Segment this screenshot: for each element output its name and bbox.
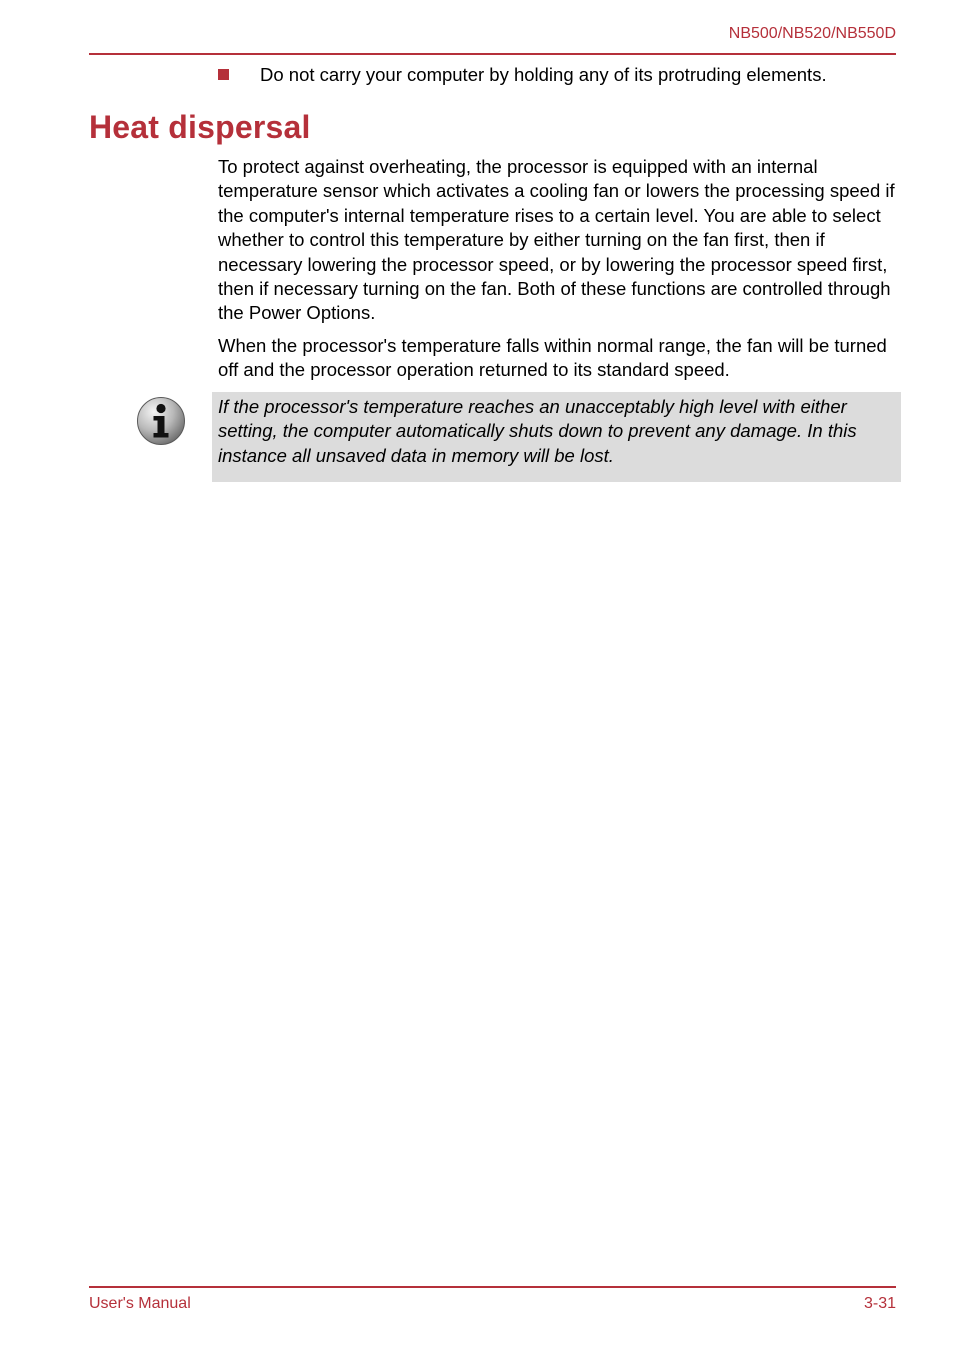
header-model-title: NB500/NB520/NB550D <box>728 25 896 42</box>
footer-manual-label: User's Manual <box>89 1295 191 1312</box>
section-heading: Heat dispersal <box>89 109 311 145</box>
body-paragraph: When the processor's temperature falls within normal range, the fan will be turned off and the processor operation returned to its standard speed. <box>218 335 887 381</box>
header-divider <box>89 53 896 55</box>
note-text: If the processor's temperature reaches an unacceptably high level with either setting, the computer automatically shuts down to prevent any damage. In this instance all unsaved data in memory will be lost. <box>218 396 857 466</box>
info-icon <box>136 396 186 446</box>
bullet-square-icon <box>218 69 229 80</box>
footer-divider <box>89 1286 896 1288</box>
bullet-list-item <box>218 64 908 86</box>
bullet-text: Do not carry your computer by holding any of its protruding elements. <box>260 64 827 85</box>
footer-page-number: 3-31 <box>863 1295 896 1312</box>
note-box <box>212 392 901 482</box>
body-paragraph: To protect against overheating, the processor is equipped with an internal temperature sensor which activates a cooling fan or lowers the processing speed if the computer's internal temperature rises to a certain level. You are able to select whether to control this temperature by either turning on the fan first, then if necessary lowering the processor speed, or by lowering the processor speed first, then if necessary turning on the fan. Both of these functions are controlled through the Power Options. <box>218 156 895 324</box>
